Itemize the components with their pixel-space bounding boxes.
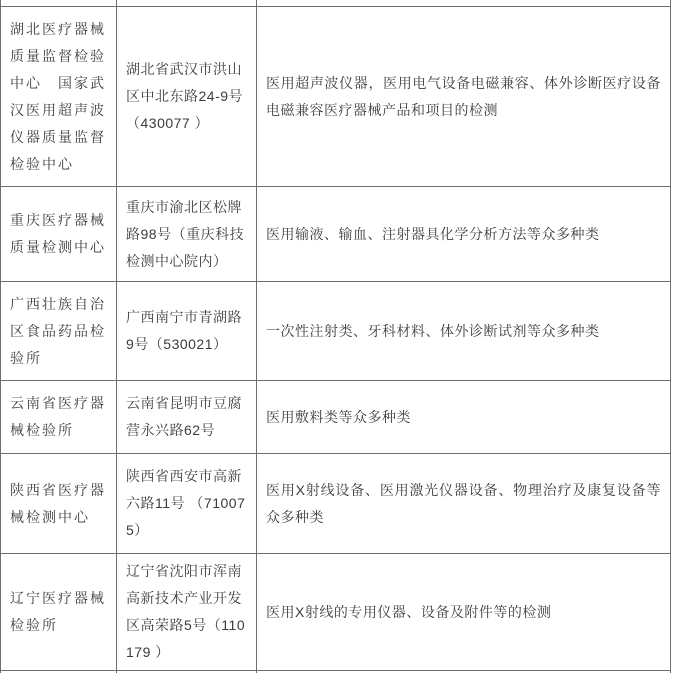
table-row (1, 554, 671, 671)
scope-cell: 医用超声波仪器，医用电气设备电磁兼容、体外诊断医疗设备电磁兼容医疗器械产品和项目的检测 (257, 7, 671, 187)
scope-cell: 医用敷料类等众多种类 (257, 381, 671, 454)
scope-cell: 医用X射线设备、医用激光仪器设备、物理治疗及康复设备等众多种类 (257, 454, 671, 554)
address-cell: 辽宁省沈阳市浑南高新技术产业开发区高荣路5号（110179 ） (117, 554, 257, 671)
institution-cell: 辽宁医疗器械检验所 (1, 554, 117, 671)
address-cell: 云南省昆明市豆腐营永兴路62号 (117, 381, 257, 454)
address-cell: 湖北省武汉市洪山区中北东路24-9号（430077 ） (117, 7, 257, 187)
institution-cell: 陕西省医疗器械检测中心 (1, 454, 117, 554)
institution-cell: 重庆医疗器械质量检测中心 (1, 187, 117, 282)
scope-cell: 医用X射线的专用仪器、设备及附件等的检测 (257, 554, 671, 671)
address-cell: 广西南宁市青湖路9号（530021） (117, 282, 257, 381)
table-row (1, 187, 671, 282)
scope-cell: 一次性注射类、牙科材料、体外诊断试剂等众多种类 (257, 282, 671, 381)
institution-cell: 湖北医疗器械质量监督检验中心 国家武汉医用超声波仪器质量监督检验中心 (1, 7, 117, 187)
table-row (1, 7, 671, 187)
address-cell: 陕西省西安市高新六路11号 （710075） (117, 454, 257, 554)
institution-cell: 云南省医疗器械检验所 (1, 381, 117, 454)
table-row (1, 282, 671, 381)
table-row (1, 381, 671, 454)
institution-cell: 广西壮族自治区食品药品检验所 (1, 282, 117, 381)
scope-cell: 医用输液、输血、注射器具化学分析方法等众多种类 (257, 187, 671, 282)
table-row (1, 454, 671, 554)
address-cell: 重庆市渝北区松牌路98号（重庆科技检测中心院内） (117, 187, 257, 282)
